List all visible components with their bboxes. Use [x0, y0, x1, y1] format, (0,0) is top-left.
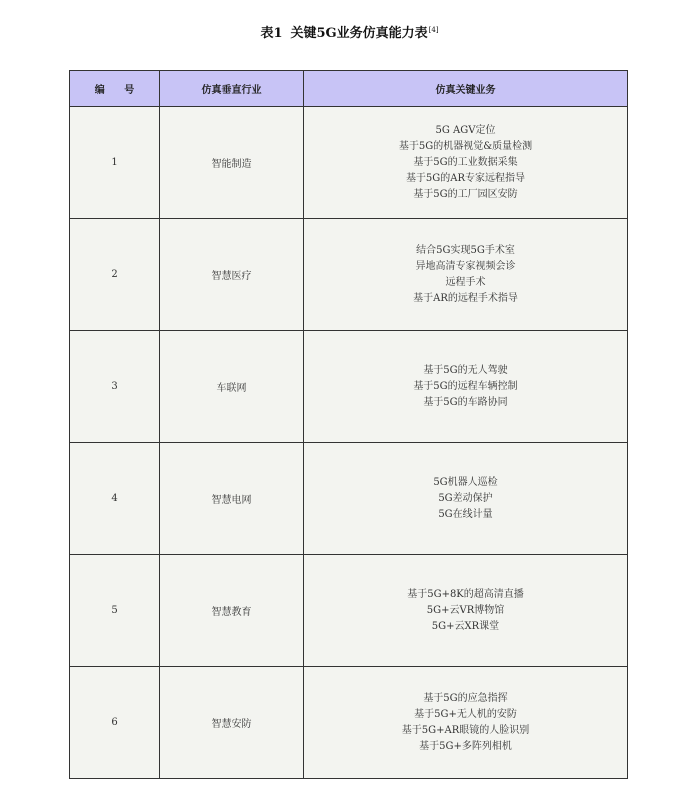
service-item: 5G机器人巡检 [433, 476, 498, 488]
table-caption [0, 22, 699, 41]
service-item: 基于5G+AR眼镜的人脸识别 [401, 724, 530, 736]
service-item: 基于AR的远程手术指导 [413, 292, 518, 304]
table-title: 关键5G业务仿真能力表 [290, 26, 428, 41]
row-id-cell: 6 [70, 667, 160, 779]
header-services: 仿真关键业务 [304, 71, 628, 107]
row-industry-cell: 车联网 [160, 331, 304, 443]
service-list [304, 475, 627, 523]
row-services-cell [304, 331, 628, 443]
service-item: 基于5G的无人驾驶 [423, 364, 508, 376]
service-list [304, 363, 627, 411]
service-item: 基于5G的远程车辆控制 [413, 380, 518, 392]
service-item: 基于5G的AR专家远程指导 [405, 172, 526, 184]
simulation-capability-table [69, 70, 628, 779]
service-item: 异地高清专家视频会诊 [415, 260, 516, 272]
row-services-cell [304, 107, 628, 219]
header-industry: 仿真垂直行业 [160, 71, 304, 107]
table-number: 表1 [260, 26, 283, 41]
row-id-cell: 5 [70, 555, 160, 667]
row-industry-cell: 智慧电网 [160, 443, 304, 555]
service-item: 基于5G的车路协同 [423, 396, 508, 408]
row-services-cell [304, 555, 628, 667]
service-item: 5G差动保护 [438, 492, 493, 504]
table-row [70, 331, 628, 443]
service-list [304, 123, 627, 203]
service-item: 5G+云XR课堂 [431, 620, 500, 632]
table-row [70, 667, 628, 779]
row-services-cell [304, 219, 628, 331]
service-item: 基于5G的机器视觉&质量检测 [398, 140, 533, 152]
service-list [304, 587, 627, 635]
reference-mark: [4] [428, 25, 439, 34]
row-industry-cell: 智慧安防 [160, 667, 304, 779]
service-list [304, 691, 627, 755]
service-list [304, 243, 627, 307]
row-services-cell [304, 667, 628, 779]
row-industry-cell: 智慧医疗 [160, 219, 304, 331]
service-item: 基于5G+多阵列相机 [419, 740, 512, 752]
row-id-cell: 4 [70, 443, 160, 555]
table-row [70, 107, 628, 219]
service-item: 5G+云VR博物馆 [426, 604, 505, 616]
table-row [70, 219, 628, 331]
service-item: 基于5G+8K的超高清直播 [407, 588, 524, 600]
header-id [70, 71, 160, 107]
header-id-label: 编 号 [94, 85, 143, 96]
table-body [70, 107, 628, 779]
service-item: 5G AGV定位 [435, 124, 496, 136]
row-id-cell: 1 [70, 107, 160, 219]
row-id-cell: 2 [70, 219, 160, 331]
row-id-cell: 3 [70, 331, 160, 443]
service-item: 结合5G实现5G手术室 [416, 244, 515, 256]
row-industry-cell: 智能制造 [160, 107, 304, 219]
service-item: 基于5G的应急指挥 [423, 692, 508, 704]
row-services-cell [304, 443, 628, 555]
table-row [70, 555, 628, 667]
service-item: 基于5G的工厂园区安防 [413, 188, 518, 200]
table-header-row [70, 71, 628, 107]
service-item: 基于5G+无人机的安防 [414, 708, 517, 720]
service-item: 远程手术 [445, 276, 486, 288]
row-industry-cell: 智慧教育 [160, 555, 304, 667]
service-item: 基于5G的工业数据采集 [413, 156, 518, 168]
table-row [70, 443, 628, 555]
service-item: 5G在线计量 [438, 508, 493, 520]
